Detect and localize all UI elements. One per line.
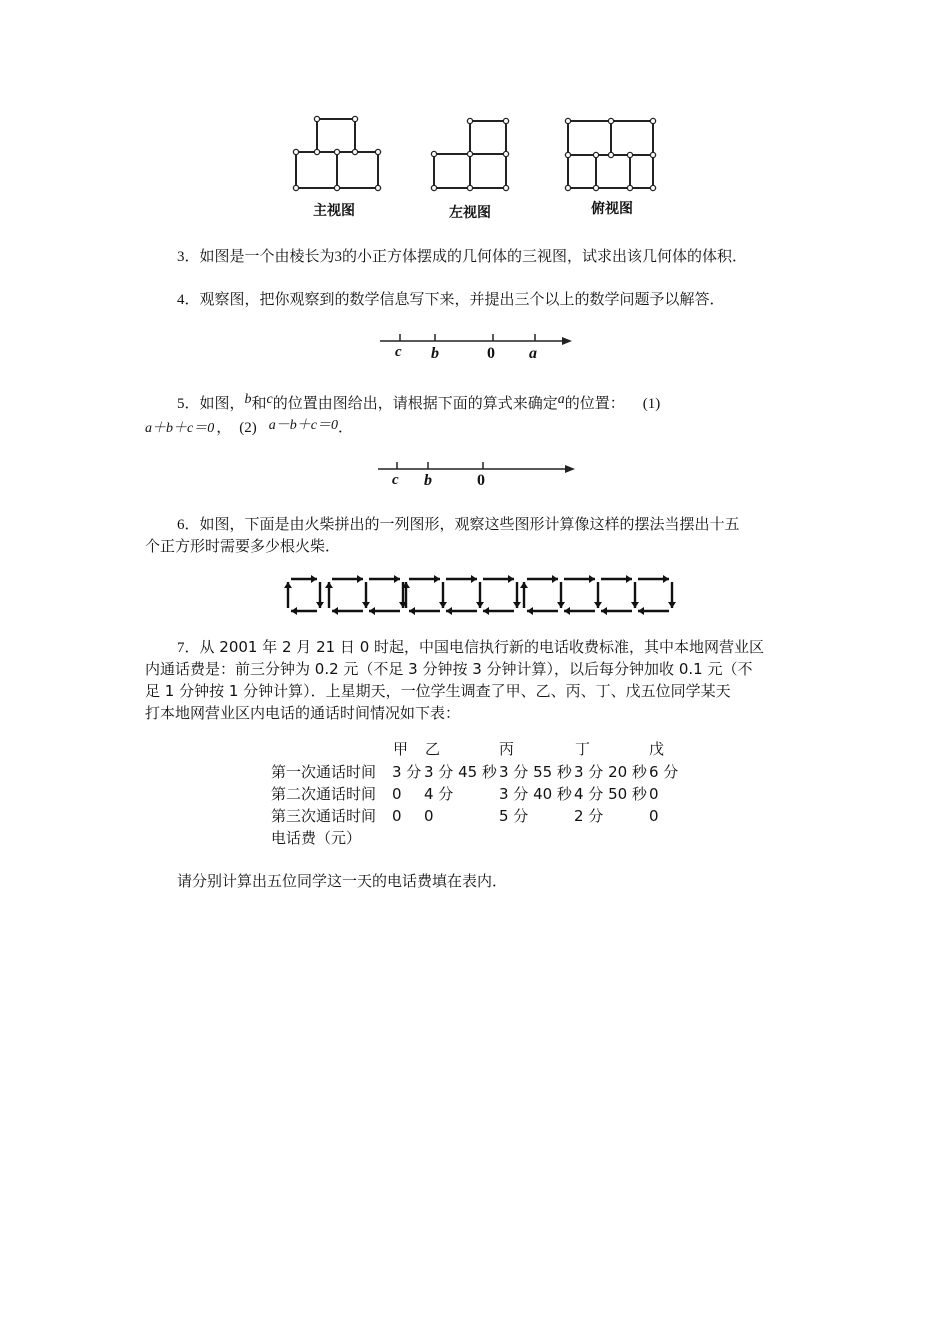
table-row-4-label: 电话费（元） [271, 829, 362, 847]
match-head [325, 582, 333, 588]
match-head [527, 607, 533, 615]
table-row-1-label: 第一次通话时间 [271, 763, 377, 781]
question-7-line-4: 打本地网营业区内电话的通话时间情况如下表： [145, 704, 461, 722]
table-header-yi: 乙 [425, 740, 441, 758]
match-head [663, 575, 669, 583]
question-5-text-a: 如图， [199, 394, 245, 412]
number-line-2-label-0: 0 [477, 472, 485, 489]
table-row-2-cell-wu: 0 [649, 785, 659, 803]
table-header-wu: 戊 [649, 740, 665, 758]
match-head [668, 602, 676, 608]
table-header-ding: 丁 [575, 740, 591, 758]
match-head [357, 575, 363, 583]
question-3-text-b: 的小正方体摆成的几何体的三视图，试求出该几何体的体积． [342, 247, 748, 265]
question-5-text-c: 的位置由图给出，请根据下面的算式来确定 [272, 394, 558, 412]
question-5-text-b: 和 [251, 394, 267, 412]
match-head [638, 607, 644, 615]
top-view-label: 俯视图 [591, 201, 633, 217]
question-7-text-a: 从 2001 年 2 月 21 日 0 时起，中国电信执行新的电话收费标准，其中本地网营业区 [199, 638, 765, 656]
question-7-line-3: 足 1 分钟按 1 分钟计算）．上星期天，一位学生调查了甲、乙、丙、丁、戊五位同学某天 [145, 682, 731, 700]
matchstick-figure [0, 0, 950, 620]
match-head [434, 575, 440, 583]
question-3-number: 3． [177, 249, 200, 265]
question-5-end: ． [337, 418, 353, 436]
match-head [284, 582, 292, 588]
match-head [316, 602, 324, 608]
match-head [552, 575, 558, 583]
table-row-3-cell-ding: 2 分 [574, 807, 604, 825]
match-head [362, 602, 370, 608]
match-head [520, 582, 528, 588]
match-head [439, 602, 447, 608]
question-3-text-a: 如图是一个由棱长为 [199, 247, 335, 265]
match-head [564, 607, 570, 615]
question-6-line-2: 个正方形时需要多少根火柴． [145, 537, 341, 555]
equation-1: a＋b＋c＝0 [145, 421, 215, 436]
question-4-text: 观察图，把你观察到的数学信息写下来，并提出三个以上的数学问题予以解答． [199, 290, 725, 308]
table-header-bing: 丙 [499, 740, 515, 758]
number-line-2-label-b: b [424, 472, 432, 489]
table-row-2-label: 第二次通话时间 [271, 785, 377, 803]
table-row-3-cell-jia: 0 [392, 807, 402, 825]
match-head [508, 575, 514, 583]
match-head [476, 602, 484, 608]
question-5-var-c: c [266, 392, 273, 407]
table-row-2-cell-jia: 0 [392, 785, 402, 803]
match-head [369, 607, 375, 615]
table-row-1-cell-wu: 6 分 [649, 763, 679, 781]
match-head [483, 607, 489, 615]
match-head [557, 602, 565, 608]
question-7-line-2: 内通话费是：前三分钟为 0.2 元（不足 3 分钟按 3 分钟计算），以后每分钟加收 0.1 元（不 [145, 660, 753, 678]
match-head [409, 607, 415, 615]
question-5-part-1-marker: (1) [642, 396, 661, 412]
number-line-1-label-b: b [431, 345, 439, 362]
closing-instruction: 请分别计算出五位同学这一天的电话费填在表内． [177, 872, 508, 890]
equation-2: a－b＋c＝0 [268, 418, 338, 433]
question-5-part-2-marker: (2) [239, 420, 257, 436]
table-row-1-cell-yi: 3 分 45 秒 [424, 763, 497, 781]
question-4-number: 4． [177, 292, 200, 308]
question-5-comma: ， [216, 418, 232, 436]
match-head [626, 575, 632, 583]
question-3-edge-length: 3 [334, 249, 343, 265]
match-head [446, 607, 452, 615]
table-row-2-cell-ding: 4 分 50 秒 [574, 785, 647, 803]
number-line-1-label-c: c [395, 344, 402, 360]
left-view-label: 左视图 [449, 205, 491, 221]
match-head [394, 575, 400, 583]
table-row-1-cell-bing: 3 分 55 秒 [499, 763, 572, 781]
match-head [594, 602, 602, 608]
number-line-1-label-a: a [529, 345, 537, 362]
match-head [631, 602, 639, 608]
table-row-2-cell-bing: 3 分 40 秒 [499, 785, 572, 803]
question-5-text-d: 的位置： [564, 394, 625, 412]
question-6-number: 6． [177, 517, 200, 533]
number-line-2-label-c: c [392, 472, 399, 488]
table-header-jia: 甲 [393, 740, 409, 758]
question-5-var-a: a [557, 392, 565, 407]
match-head [311, 575, 317, 583]
table-row-3-cell-bing: 5 分 [499, 807, 529, 825]
question-6-text-a: 如图，下面是由火柴拼出的一列图形，观察这些图形计算像这样的摆法当摆出十五 [199, 515, 740, 533]
table-row-3-cell-wu: 0 [649, 807, 659, 825]
table-row-3-cell-yi: 0 [424, 807, 434, 825]
match-head [601, 607, 607, 615]
table-row-1-cell-jia: 3 分 [392, 763, 422, 781]
table-row-3-label: 第三次通话时间 [271, 807, 377, 825]
question-5-number: 5． [177, 396, 200, 412]
table-row-1-cell-ding: 3 分 20 秒 [574, 763, 647, 781]
match-head [332, 607, 338, 615]
number-line-1-label-0: 0 [487, 345, 495, 362]
match-head [513, 602, 521, 608]
question-7-line-1 [177, 636, 764, 659]
match-head [471, 575, 477, 583]
table-row-2-cell-yi: 4 分 [424, 785, 454, 803]
match-head [589, 575, 595, 583]
question-7-number: 7． [177, 640, 200, 656]
front-view-label: 主视图 [313, 203, 355, 219]
question-5-var-b: b [244, 392, 252, 407]
match-head [291, 607, 297, 615]
